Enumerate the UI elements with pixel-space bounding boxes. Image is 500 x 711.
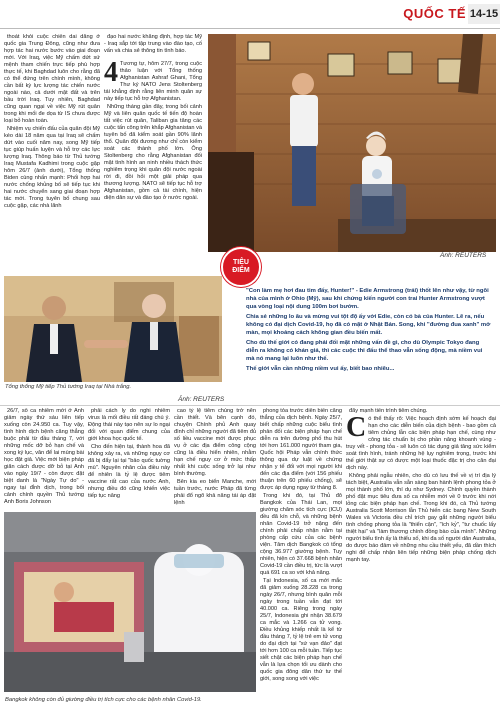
article-b-column-5 — [346, 408, 496, 698]
article-column-2 — [104, 34, 202, 272]
col1-paragraph: thoát khỏi cuộc chiến dai dẳng ở quốc gia Trung Đông, cũng như đưa hợp tác hai nước bước vào giai đoạn mới. Với Iraq, việc Mỹ chấm dứt sứ mệnh tham chiến trực tiếp phù hợp thực tế, khi Baghdad luôn cho rằng đã có thể đứng trên chính mình, không cần bất kỳ lực lượng tác chiến nước ngoài nào, cả dưới mặt đất và trên bầu trời Iraq. Tuy nhiên, Baghdad cũng quan ngại về việc Mỹ rút quân trong khi mối đe dọa từ IS chưa được loại bỏ hoàn toàn. — [4, 34, 100, 124]
olympic-photo-illustration — [208, 34, 496, 252]
photo3-caption: Bangkok không còn đủ giường điều trị tích cực cho các bệnh nhân Covid-19. — [5, 697, 202, 703]
b5-dropcap-letter: C — [346, 412, 367, 443]
b5-dropcap-text: ó thể thấy rõ: Việc hoạch định sớm kế hoạch đại hạn cho các diễn biến của dịch bệnh - bao gồm cả tiêm chủng lẫn các biện pháp hạn chế, cùng như công tác chuẩn bị cho phần năng khoanh vùng - truy vết - phong tỏa - sẽ luôn có tác dụng giả tăng sức kiểm soát tình hình, tránh những hệ lụy nghiêm trọng, trước khi thế giới thật sự có được một loại thuốc đặc trị cho căn đại dịch này. — [346, 416, 496, 471]
photo1-credit: Ảnh: REUTERS — [178, 396, 225, 403]
bangkok-hospital-photo — [4, 512, 256, 692]
badge-line-1: TIÊU — [233, 259, 249, 266]
photo2-credit: Ảnh: REUTERS — [440, 252, 487, 259]
b4-paragraph: Tại Indonesia, số ca mới mắc đã giảm xuống 28.228 ca trong ngày 26/7, nhưng bình quân mỗi ngày trong tuần vẫn đạt tới 40.000 ca. Riêng trong ngày 25/7, Indonesia ghi nhận 38.679 ca mắc và 1.266 ca tử vong. Điều khủng khiếp nhất là kể từ đầu tháng 7, tỷ lệ trẻ em tử vong do đại dịch tại "xứ vạn đảo" đạt tới hơn 100 ca mỗi tuần. Tiếp tục siết chặt các biện pháp hạn chế vẫn là lựa chọn tối ưu dành cho quốc gia đông dân thứ tư thế giới, song song với việc — [260, 578, 342, 682]
col2-paragraph: đạo hai nước khẳng định, hợp tác Mỹ - Iraq sắp tới tập trung vào đào tạo, cố vấn và chia sẻ thông tin tình báo. — [104, 34, 202, 54]
article-b-column-4 — [260, 408, 342, 698]
article-b-column-3 — [174, 408, 256, 508]
dropcap-letter: 4 — [104, 57, 118, 88]
b5-paragraph: đẩy mạnh tiến trình tiêm chủng. — [349, 408, 428, 414]
header-rule — [0, 28, 500, 29]
col1-paragraph: Nhiệm vụ chiến đấu của quân đội Mỹ kéo dài 18 năm qua tại Iraq sẽ chấm dứt vào cuối năm nay, song Mỹ tiếp tục giúp huấn luyện và hỗ trợ các lực lượng Iraq. Thông báo từ Thủ tướng Iraq Mustafa Kadhimi trong cuộc gặp hôm 26/7 (ảnh dưới), Tổng thống Biden cùng nhấn mạnh: Phối hợp hai nước chống khủng bố sẽ tiếp tục khi hai nước chuyển sang giai đoạn hợp tác mới. Trong tuyên bố chung sau cuộc gặp, các nhà lãnh — [4, 126, 100, 209]
b3-paragraph: Bên kia eo biển Manche, mới tuần trước, nước Pháp đã từng phải đổ ngõ khả năng tái áp đặt lệnh — [174, 479, 256, 506]
olympic-fans-photo — [208, 34, 496, 252]
article-b-column-2 — [88, 408, 170, 508]
page-header — [0, 0, 500, 30]
b5b-paragraph: Không phải ngẫu nhiên, cho dù có lưu thế về vị trí địa lý tách biệt, Australia vẫn sẵn sàng ban hành lệnh phong tỏa ở mọi thành phố lớn, thí dụ như Sydney. Chính quyền thành phố đặt mục tiêu đưa số ca nhiễm mới về 0 trước khi nới lỏng các biện pháp hạn chế. Trong khi đó, cả Thủ tướng Australia Scott Morrison lẫn Thủ hiến các bang New South Wales và Victoria đều chỉ trích gay gắt những người biểu tình chống phong tỏa là "thiển cận", "ích kỷ", "tư chuốc lấy thiệt hại" và "làm thương chính đồng bào của mình". Những người biểu tình ấy là thiểu số, khi đa số người dân Australia, do được báo đảm về những nhu cầu thiết yếu, đã dần thích nghi để chấp nhận liên tiếp những biện pháp chống dịch mạnh tay. — [346, 473, 496, 563]
b4-paragraph: Trong khi đó, tại Thủ đô Bangkok của Thái Lan, mọi giường chăm sóc tích cực (ICU) đều đã kín chỗ, và những bệnh nhân Covid-19 trở nặng đến chính phải chấp nhận nằm tại phòng cấp cứu của các bệnh viện. Tâm dịch Bangkok có tổng cộng 36.977 giường bệnh. Tuy nhiên, hiện có 37.668 bệnh nhân Covid-19 cần điều trị, tức là vượt quá 691 ca so với khả năng. — [260, 493, 342, 576]
b2-paragraph: Cho đến hiện tại, thành hoa đã không xảy ra, và những ngụy cơ đã bị đẩy lại tại "bảo quốc tuờng mù". Nguyên nhân của điều này để nhiên là tỷ lệ được tiêm vaccine rất cao của nước Anh, nhưng điều đó cũng khiến việc tiếp tục nâng — [88, 444, 170, 499]
article-b-column-1 — [4, 408, 84, 508]
page-numbers: 14-15 — [468, 4, 500, 24]
b4-paragraph: phong tỏa trước diễn biến căng thẳng của dịch bệnh. Ngày 25/7, biết chấp những cuộc biểu tình phản đối các biện pháp hạn chế diễn ra trên đường phố thu hút tới hơn 161.000 người tham gia, Quốc hội Pháp vẫn chính thức thông qua dự luật về chứng nhận y tế đối với mọi người khi đến các địa điểm (với 156 phiếu thuận trên 60 phiếu chống), sẽ được áp dụng ngay từ tháng 8. — [260, 408, 342, 491]
photo1-caption: Tổng thống Mỹ tiếp Thủ tướng Iraq tại Nhà trắng. — [5, 384, 132, 390]
b2-paragraph: phải cách ly do nghi nhiễm virus là mối điều rất đáng chú ý. Động thái này tạo nên sự lo ngại đối với quan điểm chung của giới khoa học quốc tế. — [88, 408, 170, 442]
section-title: QUỐC TẾ — [403, 6, 466, 21]
hospital-photo-illustration — [4, 512, 256, 692]
focus-badge — [221, 247, 261, 287]
quote-paragraph: Chia sẻ những lo âu và mừng vui tột độ ấy với Edie, còn có bà của Hunter. Lẽ ra, nếu không có đại dịch Covid-19, họ đã có mặt ở Nhật Bản. Song, khi "đường đua xanh" mở màn, mọi khoảng cách không gian đều biến mất. — [246, 314, 491, 336]
quote-paragraph: Thế giới vẫn cần những niềm vui ấy, biết bao nhiêu... — [246, 366, 395, 372]
quote-paragraph: Cho dù thế giới có đang phải đối mặt những vấn đề gì, cho dù Olympic Tokyo đang diễn ra không có khán giả, thì các cuộc thi đấu thể thao vẫn sống động, mà niềm vui mà nó mang lại luôn như thế. — [246, 340, 483, 362]
col2b-paragraph: Những tháng gần đây, trong bối cảnh Mỹ và liên quân quốc tế tiến độ hoàn tất việc rút quân, Taliban gia tăng các cuộc tấn công trên khắp Afghanistan và tuyên bố đã kiểm soát gần 90% lãnh thổ. Quân đội đương như chỉ còn kiểm soát các thành phố lớn. Ông Stoltenberg cho rằng Afghanistan đối mặt tình hình an ninh nhiều thách thức nghiêm trọng khi quân đội nước ngoài rời đi, đồi hỏi một giải pháp qua thương lượng. NATO sẽ tiếp tục hỗ trợ Afghanistan, gồm cả tài chính, hiện diện dân sự và đào tạo ở nước ngoài. — [104, 104, 202, 201]
focus-quote — [246, 287, 491, 375]
dropcap-paragraph — [104, 57, 202, 103]
b5-dropcap-paragraph — [346, 412, 496, 472]
section-divider — [0, 405, 500, 406]
quote-paragraph: "Con làm mẹ hơi đau tim đấy, Hunter!" - Edie Armstrong (trái) thốt lên như vậy, từ ngôi nhà của mình ở Ohio (Mỹ), sau khi chứng kiến người con trai Hunter Armstrong vượt qua vòng loại nội dung 100m bơi bướm. — [246, 288, 489, 310]
article-column-1 — [4, 34, 100, 272]
white-house-meeting-photo — [4, 276, 222, 382]
b1-paragraph: 26/7, số ca nhiễm mới ở Anh giảm ngày thứ sáu liên tiếp xuống còn 24.950 ca. Tuy vậy, tình hình dịch bệnh căng thẳng buộc phải từ đầu tháng 7, với những mốc dỡ bỏ hạn chế và xong ký lục, văn để lai mùng bài học đặt giả. Việc mới biện pháp giãn cách được dỡ bỏ tại Anh vào ngày 19/7 - còn được đặt biệt danh là "Ngày Tự do" - ngay tại đỉnh dịch, trong bối cảnh chính quyền Thủ tướng Anh Boris Johnson — [4, 408, 84, 505]
b3-paragraph: cao tỷ lệ tiêm chủng trở nên cần thiết. Và bên cạnh đó, chuyện Chính phủ Anh quay đình chỉ những người đã tiêm đủ số liều vaccine mới được phục vụ ở các địa điểm công cộng cũng là điều hiển nhiên, nhằm hạn chế nguy cơ ở mức thấp nhất khi cuộc sống trở lại như bình thường. — [174, 408, 256, 477]
meeting-photo-illustration — [4, 276, 222, 382]
badge-line-2: ĐIỂM — [232, 267, 250, 274]
dropcap-text: Tương tự, hôm 27/7, trong cuộc thảo luận với Tổng thống Afghanistan Ashraf Ghani, Tổng Thư ký NATO Jens Stoltenberg tái khẳng định rằng liên minh quân sự này tiếp tục hỗ trợ Afghanistan. — [104, 61, 202, 102]
